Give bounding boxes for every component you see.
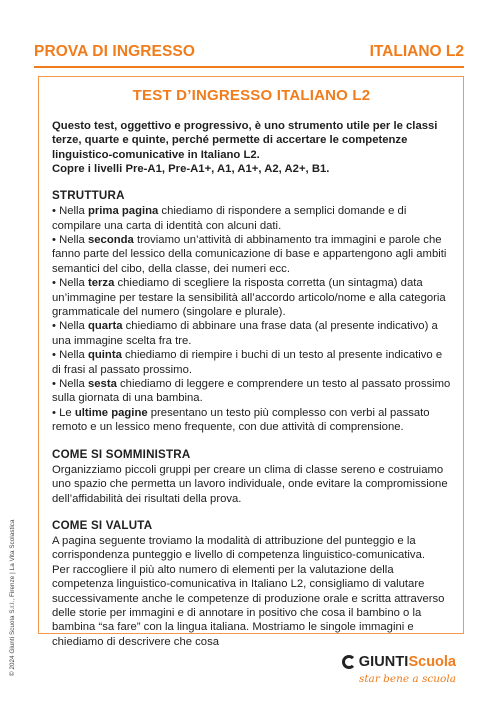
header-prova-di-ingresso: PROVA DI INGRESSO [34,43,196,60]
struttura-item: • Nella prima pagina chiediamo di rispondere a semplici domande e di compilare una carta di identità con alcuni dati. [52,205,407,232]
logo-text-giunti: GIUNTI [358,654,409,670]
section-heading-valuta: COME SI VALUTA [52,518,153,532]
logo-text-scuola: Scuola [408,654,456,670]
section-heading-struttura: STRUTTURA [52,189,125,203]
struttura-item: • Nella seconda troviamo un’attività di abbinamento tra immagini e parole che fanno parte del lessico della comunicazione di base e appartengono agli ambiti semantici del cibo, della classe, dei numeri ecc. [52,234,447,275]
section-heading-somministra: COME SI SOMMINISTRA [52,447,191,461]
intro-block [52,119,451,176]
giunti-logo-icon [342,655,356,669]
somministra-paragraph: Organizziamo piccoli gruppi per creare un clima di classe sereno e costruiamo uno spazio che permetta un lavoro individuale, onde evitare la compromissione dell’affidabilità dei risultati della prova. [52,463,448,505]
header-divider [34,66,464,68]
logo-tagline: star bene a scuola [358,673,456,685]
struttura-item: • Le ultime pagine presentano un testo più complesso con verbi al passato remoto e un lessico meno frequente, con due attività di comprensione. [52,406,430,434]
struttura-item: • Nella terza chiediamo di scegliere la risposta corretta (un sintagma) data un’immagine per testare la sensibilità all’accordo articolo/nome e alla categoria grammaticale del numero (singolare e plurale). [52,277,446,319]
copyright-credit: © 2024 Giunti Scuola S.r.l., Firenze | La Vita Scolastica [9,519,16,676]
page-title: TEST D’INGRESSO ITALIANO L2 [132,87,371,104]
content-card [38,76,464,648]
intro-levels: Copre i livelli Pre-A1, Pre-A1+, A1, A1+, A2, A2+, B1. [52,162,330,175]
header-italiano-l2: ITALIANO L2 [369,43,464,60]
valuta-text [52,534,451,649]
giunti-scuola-logo [342,654,456,670]
struttura-item: • Nella quarta chiediamo di abbinare una frase data (al presente indicativo) a una immagine scelta fra tre. [52,320,438,347]
struttura-item: • Nella quinta chiediamo di riempire i buchi di un testo al presente indicativo e di frasi al passato prossimo. [52,349,443,376]
intro-paragraph: Questo test, oggettivo e progressivo, è uno strumento utile per le classi terze, quarte e quinte, perché permette di accertare le competenze linguistico-comunicative in Italiano L2. [52,120,438,161]
struttura-item: • Nella sesta chiediamo di leggere e comprendere un testo al passato prossimo sulla giornata di una bambina. [52,378,451,405]
somministra-text [52,463,451,506]
struttura-list [52,204,451,435]
valuta-paragraph-1: A pagina seguente troviamo la modalità di attribuzione del punteggio e la corrispondenza punteggio e livello di competenza linguistico-comunicativa. [52,534,426,562]
content-card-inner [52,87,451,649]
valuta-paragraph-2: Per raccogliere il più alto numero di elementi per la valutazione della competenza linguistico-comunicativa in Italiano L2, consigliamo di valutare successivamente anche le competenze di produzione orale e scritta attraverso delle storie per immagini e di annotare in positivo che cosa il bambino o la bambina “sa fare” con la lingua italiana. Mostriamo le singole immagini e chiediamo di descrivere che cosa [52,563,445,648]
